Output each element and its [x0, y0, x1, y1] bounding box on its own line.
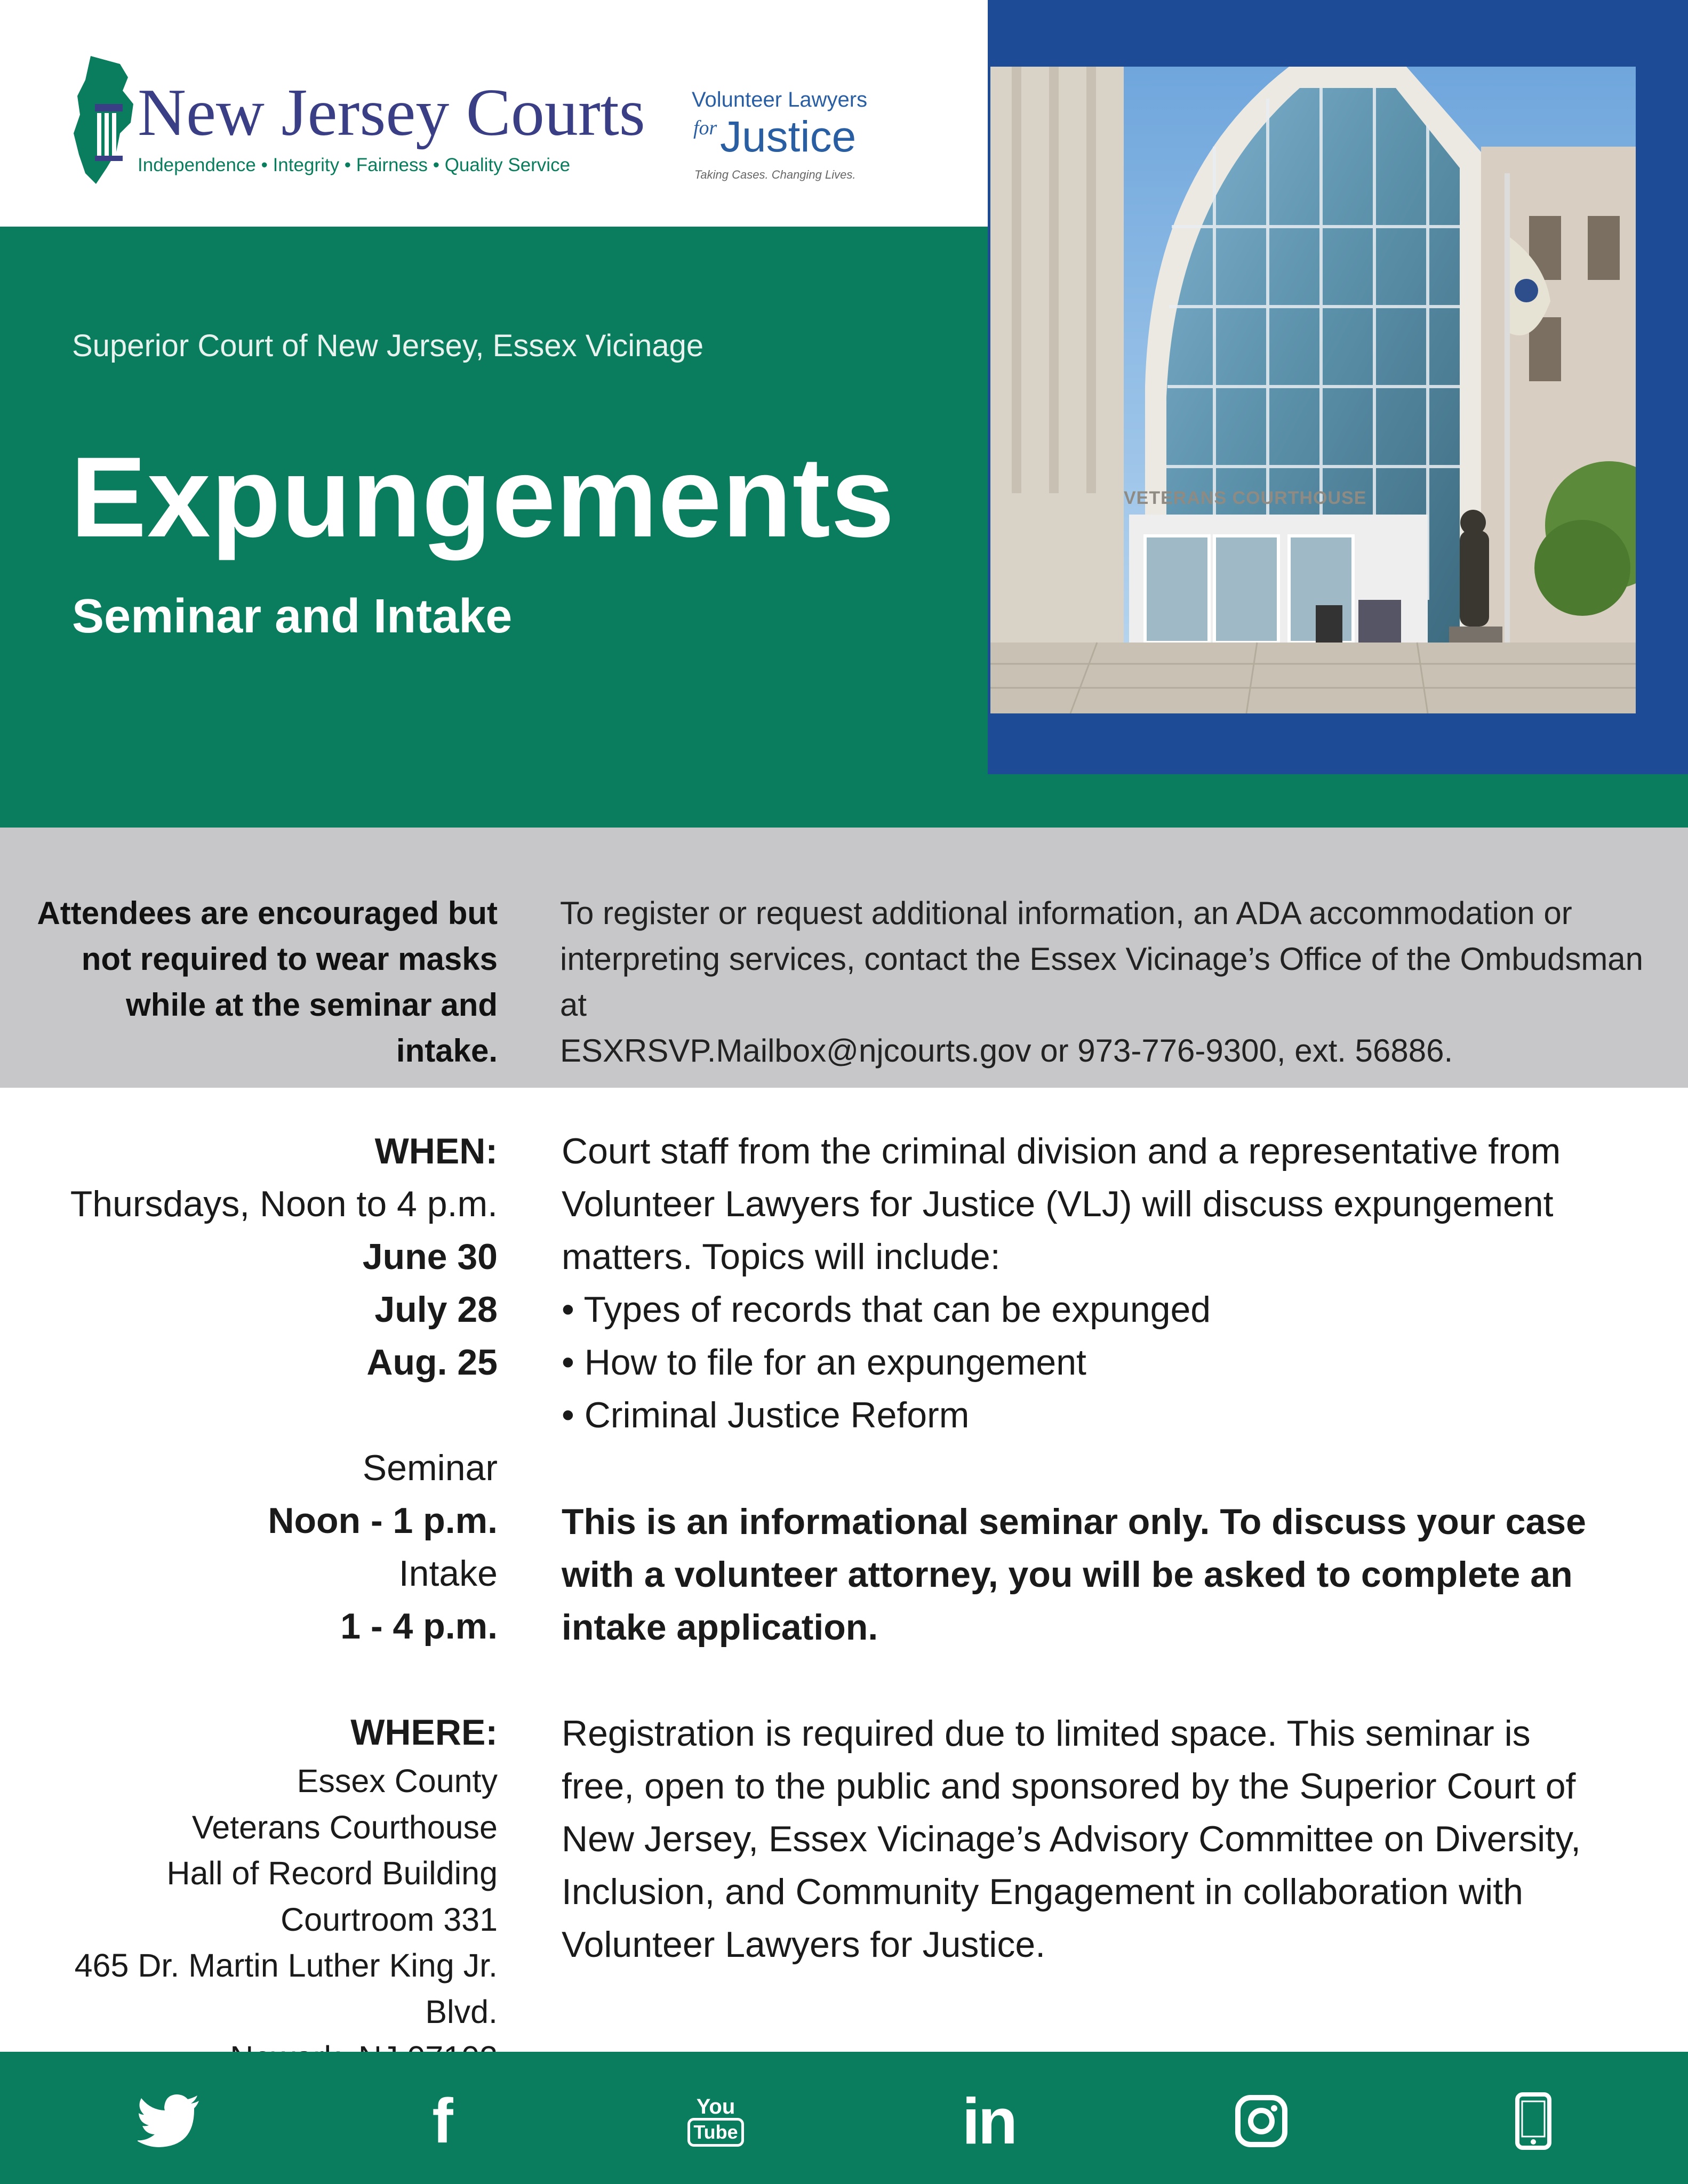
description-line: Volunteer Lawyers for Justice (VLJ) will discuss expungement [562, 1184, 1554, 1224]
registration-line: Volunteer Lawyers for Justice. [562, 1924, 1046, 1965]
nj-state-column-logo [69, 53, 144, 187]
youtube-icon-top-text: You [696, 2095, 735, 2118]
when-schedule: Thursdays, Noon to 4 p.m. [70, 1184, 498, 1224]
intake-label: Intake [398, 1553, 498, 1594]
page-subtitle: Seminar and Intake [72, 590, 513, 643]
youtube-icon-bottom-text: Tube [687, 2118, 743, 2147]
topic-item: • Types of records that can be expunged [562, 1289, 1211, 1330]
subheading: Superior Court of New Jersey, Essex Vicinage [72, 328, 704, 363]
informational-note-line: intake application. [562, 1607, 878, 1648]
registration-line: Inclusion, and Community Engagement in collaboration with [562, 1872, 1523, 1912]
instagram-icon[interactable] [1229, 2092, 1293, 2150]
seminar-label: Seminar [362, 1448, 498, 1488]
intake-time: 1 - 4 p.m. [340, 1606, 498, 1647]
when-section [21, 1125, 498, 1653]
vlj-logo-top: Volunteer Lawyers [692, 88, 868, 111]
youtube-icon[interactable] [684, 2092, 748, 2150]
when-label: WHEN: [374, 1131, 498, 1171]
when-date: June 30 [362, 1236, 498, 1277]
description-intro [562, 1125, 1671, 1442]
address-line: Hall of Record Building [166, 1855, 498, 1891]
njc-logo-name: New Jersey Courts [138, 76, 645, 150]
twitter-icon[interactable] [138, 2092, 202, 2150]
informational-note-line: This is an informational seminar only. To discuss your case [562, 1502, 1586, 1542]
registration-contact-line: ESXRSVP.Mailbox@njcourts.gov or 973-776-9300, ext. 56886. [560, 1033, 1453, 1069]
njc-logo-tagline: Independence • Integrity • Fairness • Quality Service [138, 155, 571, 175]
description-line: matters. Topics will include: [562, 1236, 1001, 1277]
vlj-logo-justice: Justice [720, 113, 857, 161]
linkedin-icon[interactable]: in [962, 2085, 1016, 2157]
vlj-logo-tagline: Taking Cases. Changing Lives. [694, 168, 856, 181]
notice-bar [0, 828, 1688, 1088]
informational-note [562, 1496, 1671, 1654]
social-footer [0, 2052, 1688, 2184]
registration-contact-line: interpreting services, contact the Essex Vicinage’s Office of the Ombudsman at [560, 941, 1644, 1023]
mask-notice [21, 890, 498, 1074]
where-section [21, 1706, 498, 1759]
description-line: Court staff from the criminal division and a representative from [562, 1131, 1561, 1171]
facebook-icon[interactable]: f [432, 2086, 453, 2156]
mobile-phone-icon[interactable] [1501, 2092, 1565, 2150]
veterans-courthouse-photo [990, 67, 1636, 713]
where-label: WHERE: [350, 1712, 498, 1753]
address-line: 465 Dr. Martin Luther King Jr. Blvd. [74, 1947, 498, 2030]
vlj-logo-for: for [693, 117, 717, 139]
address-line: Veterans Courthouse [191, 1809, 498, 1845]
logo-bar [0, 0, 988, 227]
courthouse-sign: VETERANS COURTHOUSE [1124, 488, 1367, 508]
page-title: Expungements [70, 433, 895, 561]
address-line: Courtroom 331 [281, 1901, 498, 1938]
registration-contact-line: To register or request additional information, an ADA accommodation or [560, 895, 1572, 931]
registration-line: free, open to the public and sponsored by the Superior Court of [562, 1766, 1576, 1806]
topic-item: • How to file for an expungement [562, 1342, 1086, 1383]
informational-note-line: with a volunteer attorney, you will be asked to complete an [562, 1554, 1573, 1595]
when-date: July 28 [374, 1289, 498, 1330]
when-date: Aug. 25 [366, 1342, 498, 1383]
mask-notice-line: not required to wear masks [81, 941, 498, 977]
registration-line: Registration is required due to limited space. This seminar is [562, 1713, 1531, 1754]
where-address [0, 1758, 498, 2081]
mask-notice-line: while at the seminar and intake. [126, 987, 498, 1069]
registration-paragraph [562, 1707, 1671, 1971]
address-line: Essex County [297, 1763, 498, 1799]
mask-notice-line: Attendees are encouraged but [37, 895, 498, 931]
topic-item: • Criminal Justice Reform [562, 1395, 970, 1435]
registration-contact [560, 890, 1669, 1074]
seminar-time: Noon - 1 p.m. [268, 1500, 498, 1541]
registration-line: New Jersey, Essex Vicinage’s Advisory Committee on Diversity, [562, 1819, 1581, 1859]
